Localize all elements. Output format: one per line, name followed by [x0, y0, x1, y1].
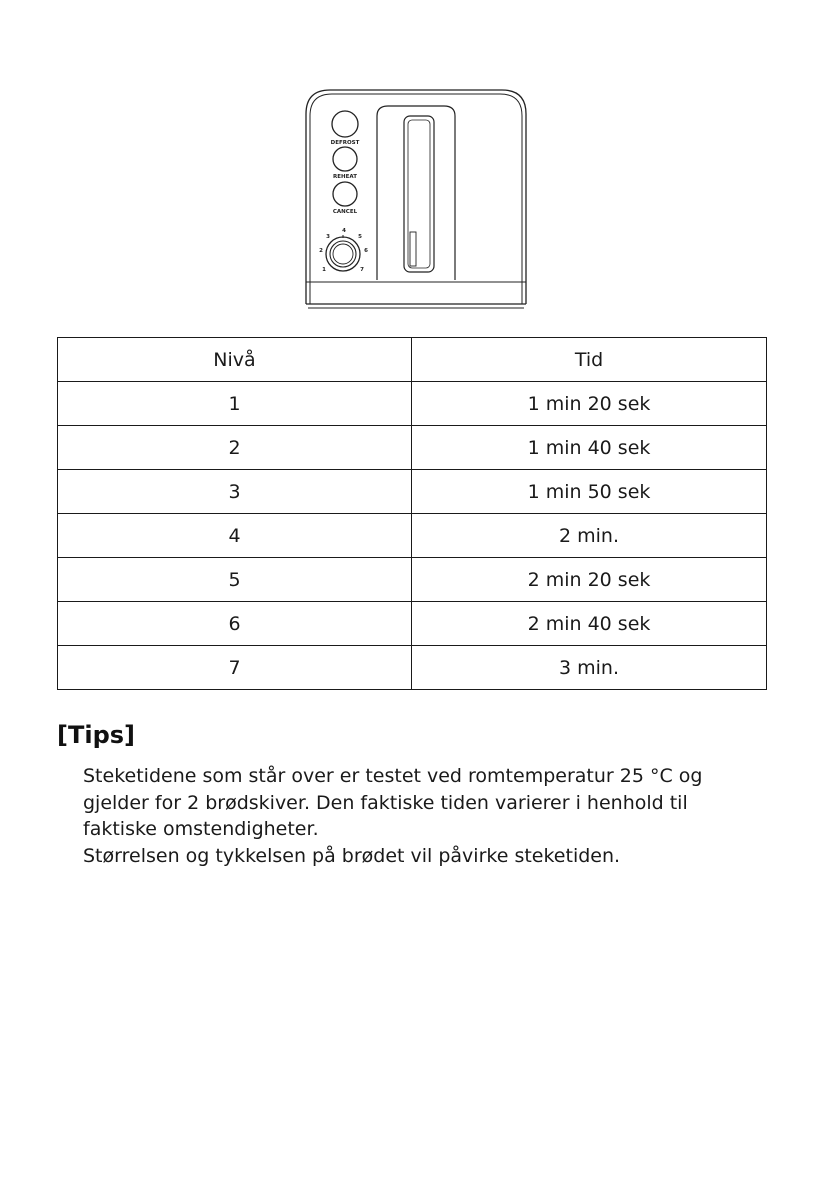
table-row: [58, 646, 767, 690]
tips-heading: [Tips]: [57, 721, 135, 749]
reheat-label: REHEAT: [333, 174, 357, 180]
dial-number-2: 2: [319, 248, 323, 254]
toaster-illustration: [296, 82, 536, 318]
cell-time: 2 min 40 sek: [412, 602, 767, 646]
browning-dial: [326, 237, 360, 271]
tips-body: [83, 763, 743, 869]
cell-level: 6: [58, 602, 412, 646]
tips-paragraph: Steketidene som står over er testet ved romtemperatur 25 °C og gjelder for 2 brødskiver. Den faktiske tiden varierer i henhold til faktiske omstendigheter.: [83, 765, 703, 840]
browning-dial-knob: [333, 244, 353, 264]
cell-level: 7: [58, 646, 412, 690]
dial-number-1: 1: [322, 267, 326, 273]
header-level: Nivå: [58, 338, 412, 382]
table-header-row: [58, 338, 767, 382]
cell-time: 1 min 20 sek: [412, 382, 767, 426]
cell-level: 1: [58, 382, 412, 426]
cell-level: 3: [58, 470, 412, 514]
dial-number-6: 6: [364, 248, 368, 254]
table-row: [58, 470, 767, 514]
table-row: [58, 602, 767, 646]
cancel-label: CANCEL: [332, 209, 358, 215]
cell-time: 2 min 20 sek: [412, 558, 767, 602]
tips-paragraph: Størrelsen og tykkelsen på brødet vil påvirke steketiden.: [83, 844, 621, 867]
dial-number-5: 5: [358, 234, 362, 240]
table-row: [58, 558, 767, 602]
cell-time: 3 min.: [412, 646, 767, 690]
dial-number-3: 3: [326, 234, 330, 240]
cell-time: 2 min.: [412, 514, 767, 558]
table-row: [58, 382, 767, 426]
cell-time: 1 min 40 sek: [412, 426, 767, 470]
header-time: Tid: [412, 338, 767, 382]
defrost-button: [332, 111, 358, 137]
table-row: [58, 426, 767, 470]
slot-lever: [410, 232, 416, 266]
browning-level-table: [57, 337, 767, 690]
cell-level: 2: [58, 426, 412, 470]
browning-dial-inner: [330, 241, 356, 267]
cancel-button: [333, 182, 357, 206]
dial-number-7: 7: [360, 267, 364, 273]
reheat-button: [333, 147, 357, 171]
table-row: [58, 514, 767, 558]
bread-slot: [404, 116, 434, 272]
toaster-diagram: [296, 82, 536, 318]
bread-slot-inner: [408, 120, 430, 268]
cell-level: 4: [58, 514, 412, 558]
dial-number-4: 4: [342, 228, 346, 234]
cell-level: 5: [58, 558, 412, 602]
defrost-label: DEFROST: [330, 140, 360, 146]
cell-time: 1 min 50 sek: [412, 470, 767, 514]
